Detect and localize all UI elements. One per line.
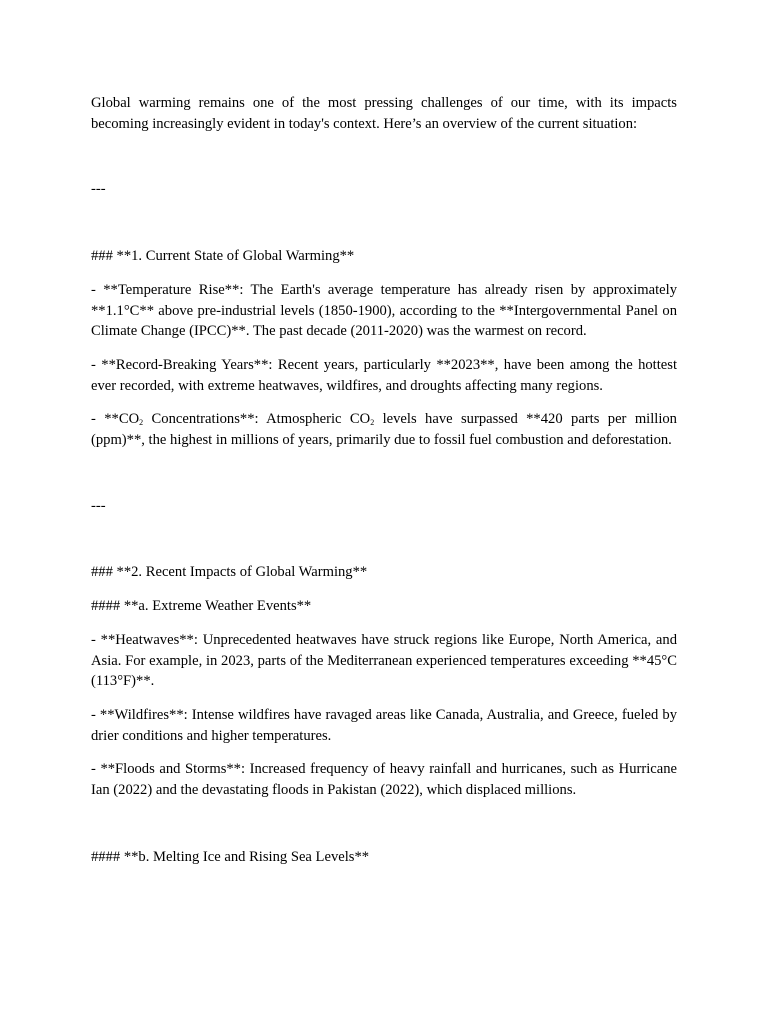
bullet-wildfires: - **Wildfires**: Intense wildfires have ravaged areas like Canada, Australia, and Greece, fueled by drier conditions and higher temperatures. <box>91 706 677 744</box>
intro-paragraph: Global warming remains one of the most pressing challenges of our time, with its impacts becoming increasingly evident in today's context. Here’s an overview of the current situation: <box>91 95 677 132</box>
bullet-heatwaves: - **Heatwaves**: Unprecedented heatwaves have struck regions like Europe, North America, and Asia. For example, in 2023, parts of the Mediterranean experienced temperatures exceeding **45°C (113°F)**. <box>91 631 677 690</box>
co2-text-1: - **CO <box>91 411 140 428</box>
section-2-heading: ### **2. Recent Impacts of Global Warming** <box>91 564 368 581</box>
subheading-extreme-weather: #### **a. Extreme Weather Events** <box>91 598 312 615</box>
co2-text-2: Concentrations**: Atmospheric CO <box>143 411 371 428</box>
bullet-record-breaking-years: - **Record-Breaking Years**: Recent years, particularly **2023**, have been among the hottest ever recorded, with extreme heatwaves, wildfires, and droughts affecting many regions. <box>91 356 677 394</box>
bullet-floods-and-storms: - **Floods and Storms**: Increased frequency of heavy rainfall and hurricanes, such as Hurricane Ian (2022) and the devastating floods in Pakistan (2022), which displaced millions. <box>91 761 677 799</box>
subheading-melting-ice: #### **b. Melting Ice and Rising Sea Levels** <box>91 848 370 865</box>
co2-subscript-2: 2 <box>370 418 375 428</box>
separator: --- <box>91 181 106 198</box>
document-body <box>91 93 677 867</box>
bullet-co2-concentrations <box>91 409 677 450</box>
co2-subscript-1: 2 <box>139 418 144 428</box>
separator: --- <box>91 497 106 514</box>
section-1-heading: ### **1. Current State of Global Warming** <box>91 248 355 265</box>
bullet-temperature-rise: - **Temperature Rise**: The Earth's average temperature has already risen by approximately **1.1°C** above pre-industrial levels (1850-1900), according to the **Intergovernmental Panel on Climate Change (IPCC)**. The past decade (2011-2020) was the warmest on record. <box>91 281 677 340</box>
co2-text-3: levels have surpassed **420 parts per million (ppm)**, the highest in millions of years, primarily due to fossil fuel combustion and deforestation. <box>91 411 677 449</box>
